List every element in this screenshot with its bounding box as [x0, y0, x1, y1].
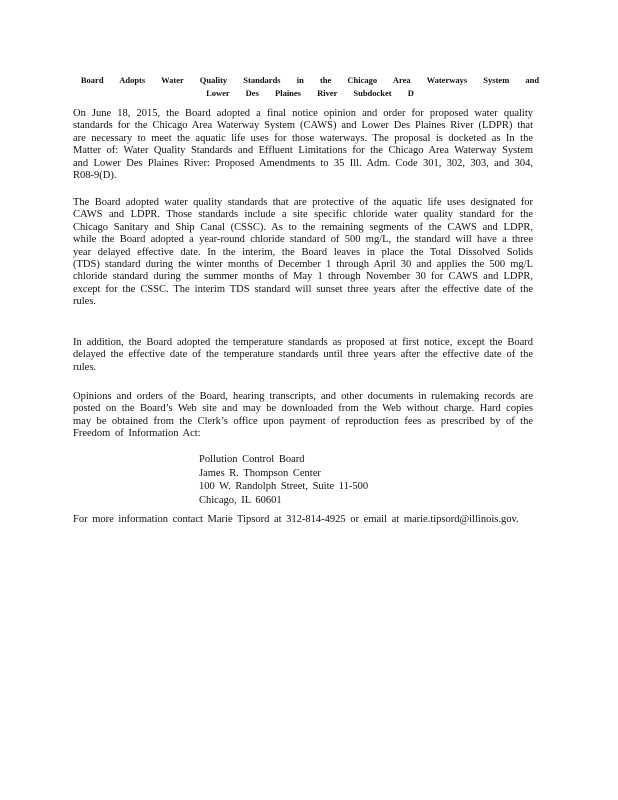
address-block	[199, 453, 368, 507]
address-line: Pollution Control Board	[199, 454, 305, 465]
address-line: Chicago, IL 60601	[199, 494, 282, 506]
address-line: James R. Thompson Center	[199, 467, 321, 479]
address-line: 100 W. Randolph Street, Suite 11-500	[199, 481, 369, 492]
document-title: Board Adopts Water Quality Standards in the Chicago Area Waterways System and Lower Des Plaines River Subdocket D	[80, 75, 540, 98]
contact-information: For more information contact Marie Tipsord at 312-814-4925 or email at marie.tipsord@illinois.gov.	[73, 514, 519, 525]
paragraph-standards: The Board adopted water quality standards that are protective of the aquatic life uses designated for CAWS and LDPR. Those standards include a site specific chloride water quality standard for the Chicago Sanitary and Ship Canal (CSSC). As to the remaining segments of the CAWS and LDPR, while the Board adopted a year-round chloride standard of 500 mg/L, the standard will have a three year delayed effective date. In the interim, the Board leaves in place the Total Dissolved Solids (TDS) standard during the winter months of December 1 through April 30 and applies the 500 mg/L chloride standard during the summer months of May 1 through November 30 for CAWS and LDPR, except for the CSSC. The interim TDS standard will sunset three years after the effective date of the rules.	[73, 197, 533, 308]
paragraph-opinions: Opinions and orders of the Board, hearing transcripts, and other documents in rulemaking records are posted on the Board’s Web site and may be downloaded from the Web without charge. Hard copies may be obtained from the Clerk’s office upon payment of reproduction fees as prescribed by of the Freedom of Information Act:	[73, 391, 533, 440]
paragraph-temperature: In addition, the Board adopted the temperature standards as proposed at first notice, except the Board delayed the effective date of the temperature standards until three years after the effective date of the rules.	[73, 337, 533, 373]
paragraph-final-notice: On June 18, 2015, the Board adopted a final notice opinion and order for proposed water quality standards for the Chicago Area Waterway System (CAWS) and Lower Des Plaines River (LDPR) that are necessary to meet the aquatic life uses for those waterways. The proposal is docketed as In the Matter of: Water Quality Standards and Effluent Limitations for the Chicago Area Waterway System and Lower Des Plaines River: Proposed Amendments to 35 Ill. Adm. Code 301, 302, 303, and 304, R08-9(D).	[73, 108, 533, 182]
